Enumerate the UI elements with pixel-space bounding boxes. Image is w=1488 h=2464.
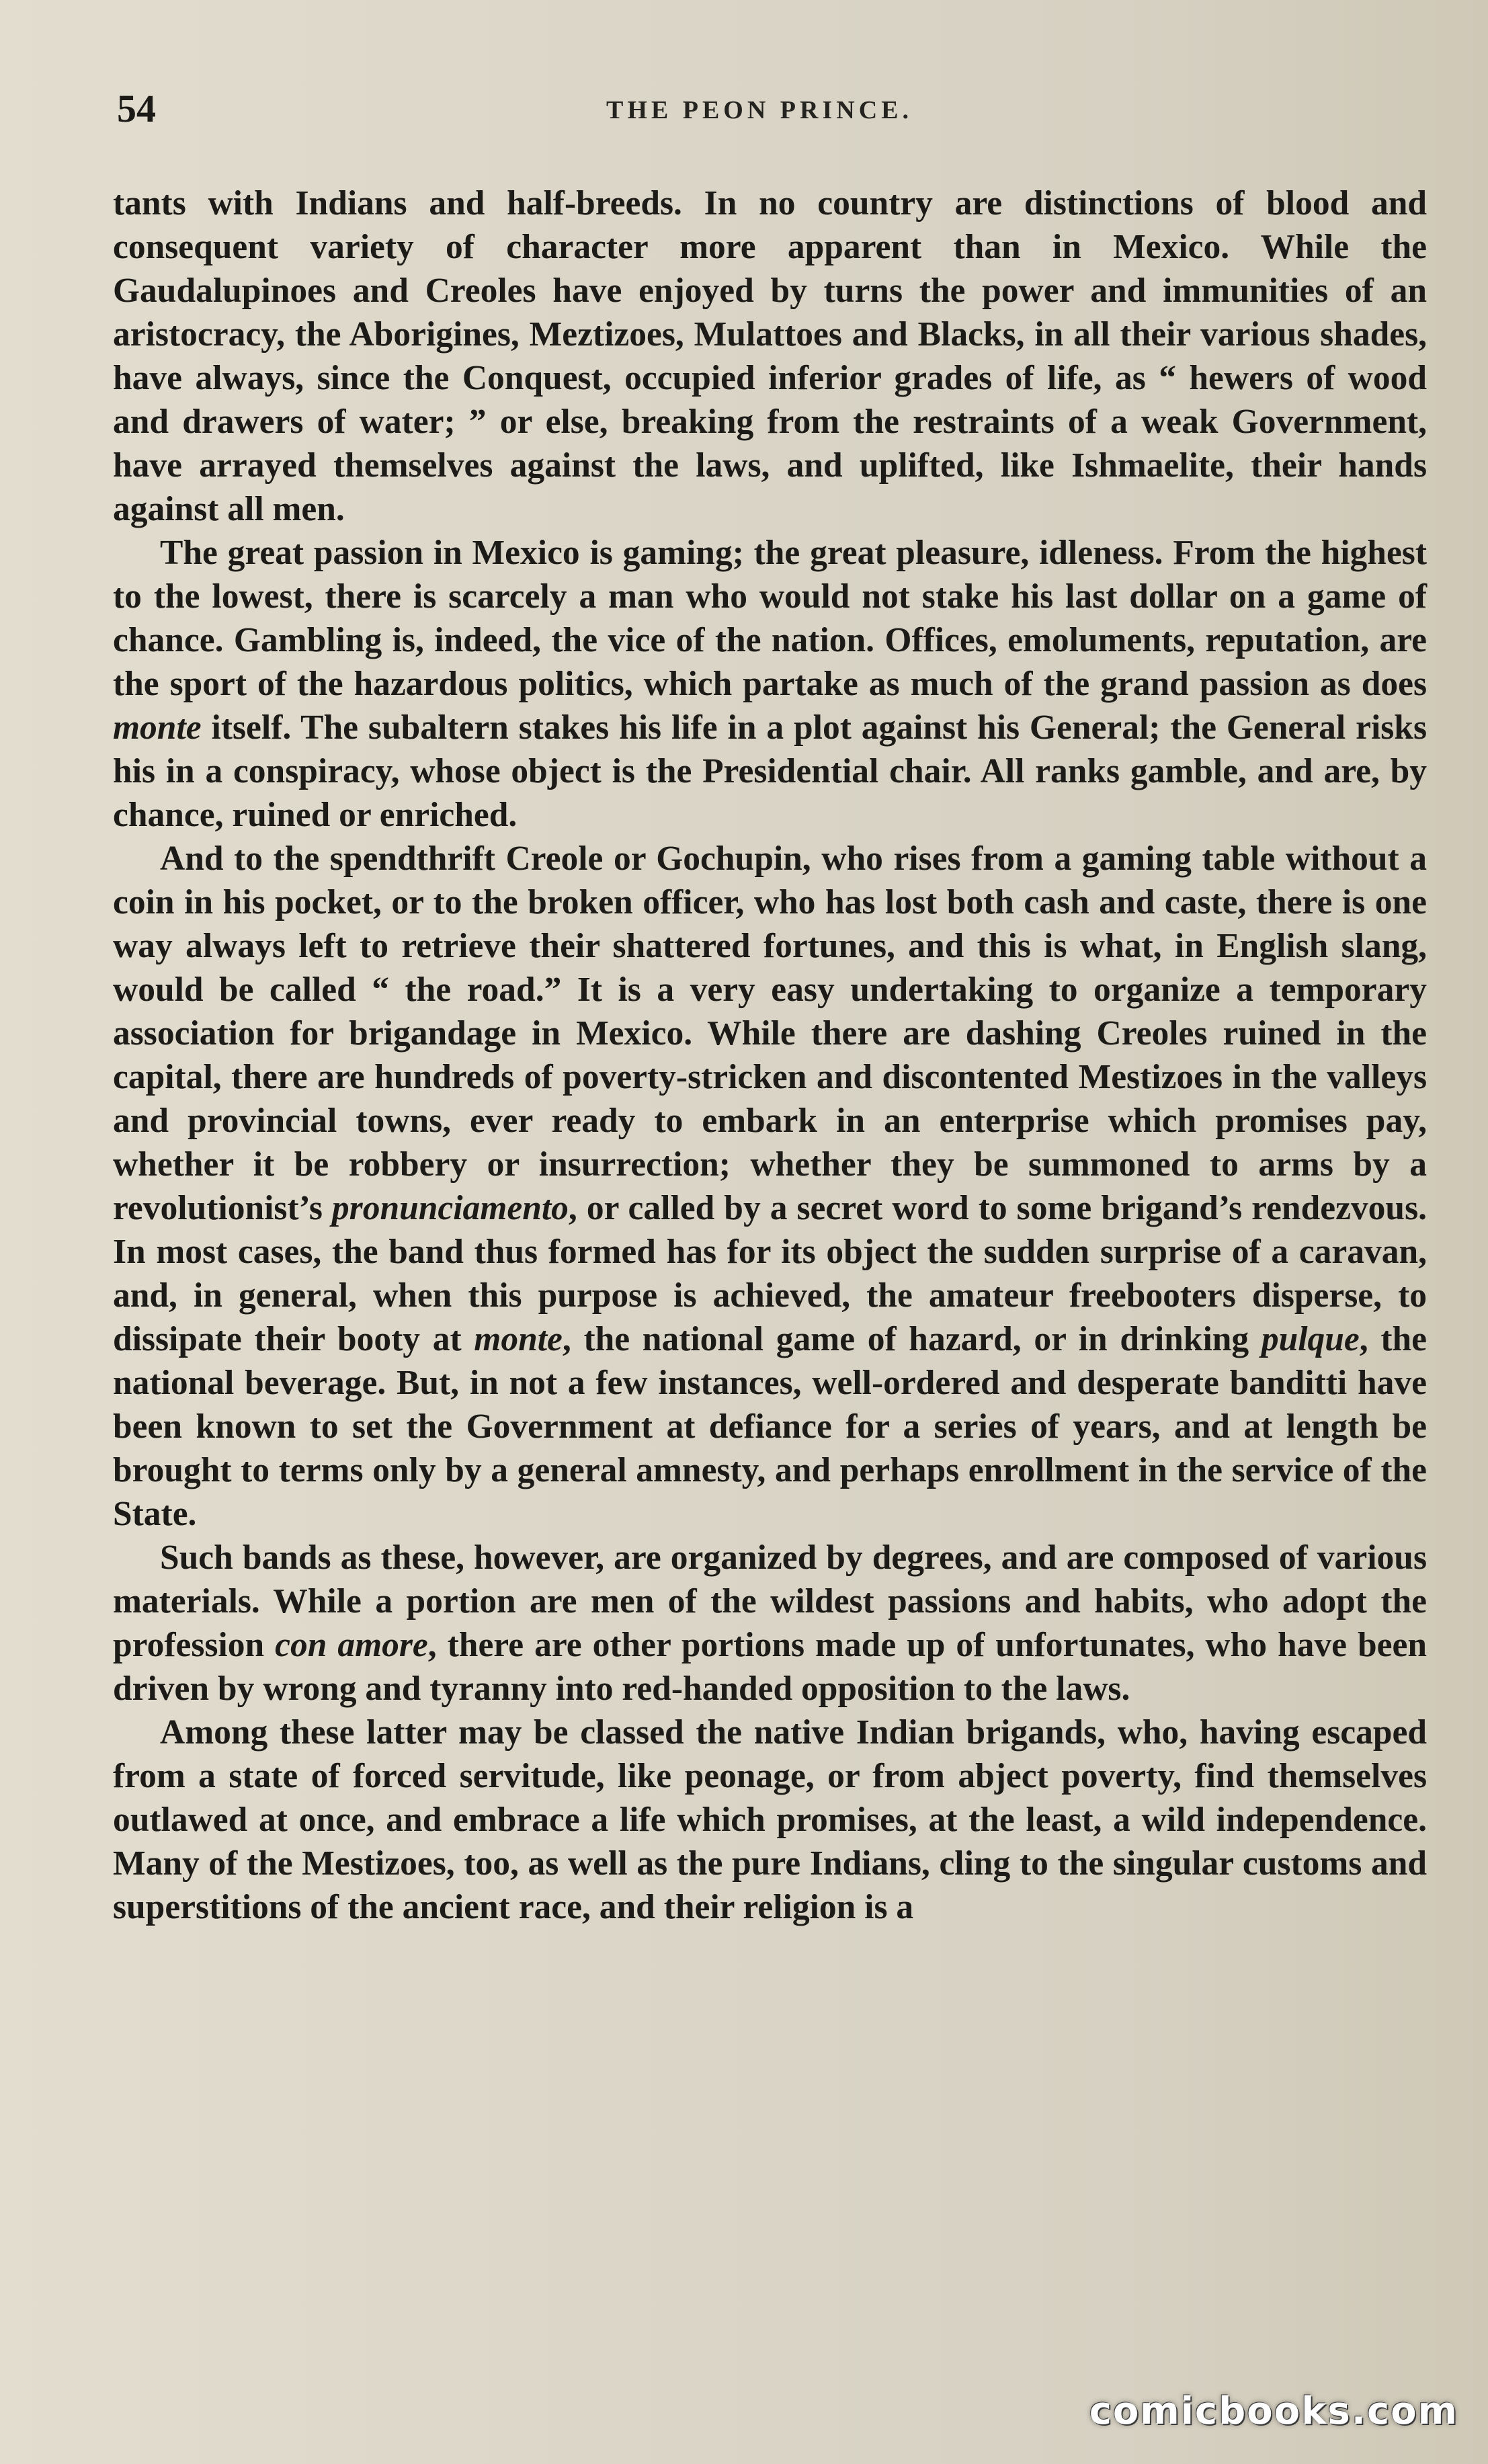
paragraph [113, 1536, 1427, 1711]
page-header [108, 86, 1411, 140]
paragraph-text: , the national beverage. But, in not a few instances, well-ordered and desperate banditti have been known to set the Government at defiance for a series of years, and at length be brought to terms only by a general amnesty, and perhaps enrollment in the service of the State. [113, 1320, 1427, 1533]
paragraph-text: tants with Indians and half-breeds. In no country are distinctions of blood and consequent variety of character more apparent than in Mexico. While the Gaudalupinoes and Creoles have enjoyed by turns the power and immunities of an aristocracy, the Aborigines, Meztizoes, Mulattoes and Blacks, in all their various shades, have always, since the Conquest, occupied inferior grades of life, as “ hewers of wood and drawers of water; ” or else, breaking from the restraints of a weak Government, have arrayed themselves against the laws, and uplifted, like Ishmaelite, their hands against all men. [113, 184, 1427, 528]
italic-text: pronunciamento [331, 1189, 569, 1227]
paragraph-text: Such bands as these, however, are organized by degrees, and are composed of various materials. While a portion are men of the wildest passions and habits, who adopt the profession [113, 1538, 1427, 1664]
italic-text: monte [113, 708, 202, 747]
paragraph-text: And to the spendthrift Creole or Gochupin, who rises from a gaming table without a coin in his pocket, or to the broken officer, who has lost both cash and caste, there is one way always left to retrieve their shattered fortunes, and this is what, in English slang, would be called “ the road.” It is a very easy undertaking to organize a temporary association for brigandage in Mexico. While there are dashing Creoles ruined in the capital, there are hundreds of poverty-stricken and discontented Mestizoes in the valleys and provincial towns, ever ready to embark in an enterprise which promises pay, whether it be robbery or insurrection; whether they be summoned to arms by a revolutionist’s [113, 839, 1427, 1227]
running-title: THE PEON PRINCE. [606, 96, 913, 124]
paragraph-text: The great passion in Mexico is gaming; the great pleasure, idleness. From the highest to the lowest, there is scarcely a man who would not stake his last dollar on a game of chance. Gambling is, indeed, the vice of the nation. Offices, emoluments, reputation, are the sport of the hazardous politics, which partake as much of the grand passion as does [113, 534, 1427, 703]
watermark-logo: comicbooks.com [1089, 2389, 1458, 2433]
paragraph-text: Among these latter may be classed the native Indian brigands, who, having escaped from a state of forced servitude, like peonage, or from abject poverty, find themselves outlawed at once, and embrace a life which promises, at the least, a wild independence. Many of the Mestizoes, too, as well as the pure Indians, cling to the singular customs and superstitions of the ancient race, and their religion is a [113, 1713, 1427, 1926]
paragraph-text: itself. The subaltern stakes his life in a plot against his General; the General risks his in a conspiracy, whose object is the Presidential chair. All ranks gamble, and are, by chance, ruined or enriched. [113, 708, 1427, 834]
paragraph [113, 181, 1427, 531]
paragraph-text: , or called by a secret word to some brigand’s rendezvous. In most cases, the band thus formed has for its object the sudden surprise of a caravan, and, in general, when this purpose is achieved, the amateur freebooters disperse, to dissipate their booty at [113, 1189, 1427, 1358]
body-text [113, 181, 1427, 2332]
italic-text: pulque [1261, 1320, 1360, 1358]
paragraph [113, 1711, 1427, 1929]
italic-text: monte [474, 1320, 563, 1358]
page-number: 54 [117, 87, 156, 130]
paragraph-text: , the national game of hazard, or in drinking [562, 1320, 1262, 1358]
paragraph [113, 531, 1427, 837]
paragraph [113, 837, 1427, 1536]
italic-text: con amore [275, 1626, 428, 1664]
paragraph-text: , there are other portions made up of unfortunates, who have been driven by wrong and tyranny into red-handed opposition to the laws. [113, 1626, 1427, 1708]
